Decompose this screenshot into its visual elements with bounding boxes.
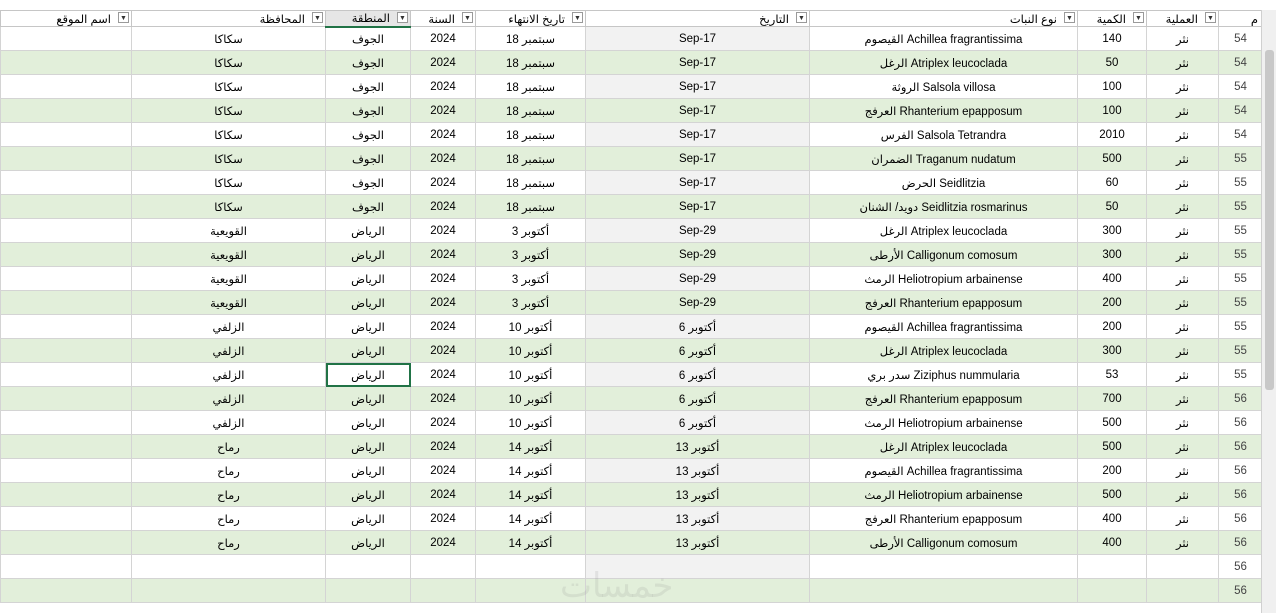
table-row <box>1 291 1263 315</box>
year-cell[interactable]: 2024 <box>411 147 476 171</box>
region-cell[interactable]: الرياض <box>326 243 411 267</box>
region-cell[interactable]: الرياض <box>326 291 411 315</box>
date-cell[interactable]: Sep-17 <box>586 195 810 219</box>
region-cell[interactable]: الرياض <box>326 363 411 387</box>
operation-cell[interactable]: نثر <box>1147 195 1219 219</box>
governorate-cell[interactable]: الزلفي <box>132 339 326 363</box>
year-cell[interactable] <box>411 579 476 603</box>
governorate-cell[interactable]: سكاكا <box>132 27 326 51</box>
site-cell[interactable] <box>1 267 132 291</box>
chevron-down-icon[interactable]: ▼ <box>118 12 129 23</box>
region-cell[interactable] <box>326 555 411 579</box>
chevron-down-icon[interactable]: ▼ <box>1133 12 1144 23</box>
row-number[interactable]: 56 <box>1219 555 1263 579</box>
end-date-cell[interactable]: 10 أكتوبر <box>476 339 586 363</box>
end-date-cell[interactable]: 10 أكتوبر <box>476 363 586 387</box>
site-cell[interactable] <box>1 315 132 339</box>
date-cell[interactable]: 6 أكتوبر <box>586 363 810 387</box>
year-cell[interactable] <box>411 555 476 579</box>
site-cell[interactable] <box>1 411 132 435</box>
operation-cell[interactable]: نثر <box>1147 243 1219 267</box>
plant-cell[interactable]: Salsola villosa الروثة <box>810 75 1078 99</box>
table-row <box>1 171 1263 195</box>
quantity-cell[interactable] <box>1078 555 1147 579</box>
chevron-down-icon[interactable]: ▼ <box>397 12 408 23</box>
table-row <box>1 267 1263 291</box>
year-cell[interactable]: 2024 <box>411 51 476 75</box>
operation-cell[interactable]: نثر <box>1147 363 1219 387</box>
date-cell[interactable]: 13 أكتوبر <box>586 435 810 459</box>
plant-cell[interactable]: Calligonum comosum الأرطى <box>810 243 1078 267</box>
year-cell[interactable]: 2024 <box>411 315 476 339</box>
region-cell[interactable]: الجوف <box>326 27 411 51</box>
site-cell[interactable] <box>1 339 132 363</box>
date-cell[interactable]: Sep-17 <box>586 75 810 99</box>
quantity-cell[interactable]: 53 <box>1078 363 1147 387</box>
operation-cell[interactable]: نثر <box>1147 459 1219 483</box>
table-row <box>1 27 1263 51</box>
end-date-cell[interactable]: 3 أكتوبر <box>476 243 586 267</box>
header-plant-type[interactable]: نوع النبات ▼ <box>810 11 1078 27</box>
year-cell[interactable]: 2024 <box>411 99 476 123</box>
header-row <box>1 11 1263 27</box>
plant-cell[interactable]: Heliotropium arbainense الرمث <box>810 483 1078 507</box>
plant-cell[interactable]: Achillea fragrantissima القيصوم <box>810 27 1078 51</box>
plant-cell[interactable]: Rhanterium epapposum العرفج <box>810 99 1078 123</box>
quantity-cell[interactable]: 200 <box>1078 291 1147 315</box>
date-cell[interactable]: 6 أكتوبر <box>586 387 810 411</box>
site-cell[interactable] <box>1 219 132 243</box>
plant-cell[interactable]: Ziziphus nummularia سدر بري <box>810 363 1078 387</box>
row-number[interactable]: 55 <box>1219 195 1263 219</box>
quantity-cell[interactable]: 300 <box>1078 243 1147 267</box>
operation-cell[interactable]: نثر <box>1147 267 1219 291</box>
row-number[interactable]: 56 <box>1219 507 1263 531</box>
end-date-cell[interactable]: 3 أكتوبر <box>476 267 586 291</box>
governorate-cell[interactable]: القويعية <box>132 267 326 291</box>
row-number[interactable]: 54 <box>1219 75 1263 99</box>
table-row <box>1 51 1263 75</box>
date-cell[interactable]: Sep-17 <box>586 27 810 51</box>
end-date-cell[interactable]: 10 أكتوبر <box>476 315 586 339</box>
end-date-cell[interactable]: 18 سبتمبر <box>476 123 586 147</box>
governorate-cell[interactable]: القويعية <box>132 243 326 267</box>
quantity-cell[interactable]: 400 <box>1078 531 1147 555</box>
row-number[interactable]: 56 <box>1219 459 1263 483</box>
year-cell[interactable]: 2024 <box>411 507 476 531</box>
operation-cell[interactable]: نثر <box>1147 507 1219 531</box>
region-cell[interactable]: الجوف <box>326 51 411 75</box>
site-cell[interactable] <box>1 579 132 603</box>
table-row <box>1 75 1263 99</box>
governorate-cell[interactable]: سكاكا <box>132 51 326 75</box>
plant-cell[interactable]: Rhanterium epapposum العرفج <box>810 387 1078 411</box>
site-cell[interactable] <box>1 459 132 483</box>
region-cell[interactable]: الرياض <box>326 435 411 459</box>
chevron-down-icon[interactable]: ▼ <box>1064 12 1075 23</box>
end-date-cell[interactable]: 14 أكتوبر <box>476 435 586 459</box>
quantity-cell[interactable] <box>1078 579 1147 603</box>
row-number[interactable]: 55 <box>1219 243 1263 267</box>
date-cell[interactable]: Sep-17 <box>586 123 810 147</box>
region-cell[interactable]: الجوف <box>326 123 411 147</box>
end-date-cell[interactable]: 18 سبتمبر <box>476 75 586 99</box>
table-row <box>1 387 1263 411</box>
table-row <box>1 459 1263 483</box>
site-cell[interactable] <box>1 75 132 99</box>
quantity-cell[interactable]: 100 <box>1078 99 1147 123</box>
quantity-cell[interactable]: 200 <box>1078 315 1147 339</box>
table-row <box>1 315 1263 339</box>
plant-cell[interactable]: Heliotropium arbainense الرمث <box>810 411 1078 435</box>
row-number[interactable]: 55 <box>1219 219 1263 243</box>
end-date-cell[interactable]: 18 سبتمبر <box>476 171 586 195</box>
date-cell[interactable]: Sep-29 <box>586 219 810 243</box>
plant-cell[interactable]: Seidlitzia rosmarinus دويد/ الشنان <box>810 195 1078 219</box>
table-row <box>1 483 1263 507</box>
quantity-cell[interactable]: 50 <box>1078 51 1147 75</box>
plant-cell[interactable]: Rhanterium epapposum العرفج <box>810 291 1078 315</box>
plant-cell[interactable] <box>810 555 1078 579</box>
row-number[interactable]: 55 <box>1219 339 1263 363</box>
governorate-cell[interactable]: سكاكا <box>132 147 326 171</box>
plant-cell[interactable]: Achillea fragrantissima القيصوم <box>810 315 1078 339</box>
year-cell[interactable]: 2024 <box>411 339 476 363</box>
governorate-cell[interactable]: الزلفي <box>132 387 326 411</box>
row-number[interactable]: 55 <box>1219 147 1263 171</box>
chevron-down-icon[interactable]: ▼ <box>1205 12 1216 23</box>
header-region[interactable]: المنطقة ▼ <box>326 11 411 27</box>
quantity-cell[interactable]: 400 <box>1078 507 1147 531</box>
chevron-down-icon[interactable]: ▼ <box>462 12 473 23</box>
table-row <box>1 531 1263 555</box>
plant-cell[interactable] <box>810 579 1078 603</box>
date-cell[interactable]: 6 أكتوبر <box>586 411 810 435</box>
quantity-cell[interactable]: 500 <box>1078 435 1147 459</box>
table-row <box>1 123 1263 147</box>
operation-cell[interactable]: نثر <box>1147 531 1219 555</box>
operation-cell[interactable] <box>1147 555 1219 579</box>
row-number[interactable]: 56 <box>1219 411 1263 435</box>
date-cell[interactable]: 13 أكتوبر <box>586 507 810 531</box>
watermark-logo: خمسات <box>560 566 674 606</box>
region-cell[interactable]: الرياض <box>326 531 411 555</box>
header-quantity[interactable]: الكمية ▼ <box>1078 11 1147 27</box>
year-cell[interactable]: 2024 <box>411 363 476 387</box>
date-cell[interactable]: Sep-17 <box>586 171 810 195</box>
governorate-cell[interactable]: رماح <box>132 531 326 555</box>
header-number[interactable]: م <box>1219 11 1263 27</box>
table-row <box>1 243 1263 267</box>
quantity-cell[interactable]: 500 <box>1078 483 1147 507</box>
site-cell[interactable] <box>1 99 132 123</box>
quantity-cell[interactable]: 100 <box>1078 75 1147 99</box>
governorate-cell[interactable]: رماح <box>132 459 326 483</box>
row-number[interactable]: 56 <box>1219 579 1263 603</box>
year-cell[interactable]: 2024 <box>411 75 476 99</box>
plant-cell[interactable]: Achillea fragrantissima القيصوم <box>810 459 1078 483</box>
year-cell[interactable]: 2024 <box>411 435 476 459</box>
region-cell[interactable]: الجوف <box>326 147 411 171</box>
governorate-cell[interactable]: سكاكا <box>132 195 326 219</box>
date-cell[interactable]: 13 أكتوبر <box>586 531 810 555</box>
site-cell[interactable] <box>1 291 132 315</box>
quantity-cell[interactable]: 60 <box>1078 171 1147 195</box>
date-cell[interactable]: 13 أكتوبر <box>586 483 810 507</box>
site-cell[interactable] <box>1 483 132 507</box>
region-cell[interactable]: الجوف <box>326 195 411 219</box>
year-cell[interactable]: 2024 <box>411 27 476 51</box>
governorate-cell[interactable]: الزلفي <box>132 363 326 387</box>
operation-cell[interactable]: نثر <box>1147 387 1219 411</box>
quantity-cell[interactable]: 300 <box>1078 219 1147 243</box>
chevron-down-icon[interactable]: ▼ <box>796 12 807 23</box>
end-date-cell[interactable]: 14 أكتوبر <box>476 483 586 507</box>
row-number[interactable]: 54 <box>1219 123 1263 147</box>
quantity-cell[interactable]: 140 <box>1078 27 1147 51</box>
plant-cell[interactable]: Calligonum comosum الأرطى <box>810 531 1078 555</box>
table-row <box>1 195 1263 219</box>
row-number[interactable]: 56 <box>1219 483 1263 507</box>
date-cell[interactable]: Sep-29 <box>586 243 810 267</box>
row-number[interactable]: 54 <box>1219 99 1263 123</box>
end-date-cell[interactable]: 3 أكتوبر <box>476 219 586 243</box>
table-row <box>1 99 1263 123</box>
plant-cell[interactable]: Salsola Tetrandra الفرس <box>810 123 1078 147</box>
operation-cell[interactable]: نثر <box>1147 219 1219 243</box>
row-number[interactable]: 56 <box>1219 435 1263 459</box>
operation-cell[interactable]: نثر <box>1147 435 1219 459</box>
end-date-cell[interactable]: 10 أكتوبر <box>476 411 586 435</box>
year-cell[interactable]: 2024 <box>411 483 476 507</box>
row-number[interactable]: 54 <box>1219 51 1263 75</box>
date-cell[interactable]: Sep-29 <box>586 291 810 315</box>
operation-cell[interactable]: نثر <box>1147 75 1219 99</box>
end-date-cell[interactable]: 18 سبتمبر <box>476 51 586 75</box>
end-date-cell[interactable]: 18 سبتمبر <box>476 99 586 123</box>
region-cell[interactable]: الرياض <box>326 267 411 291</box>
table-row <box>1 507 1263 531</box>
plant-cell[interactable]: Seidlitzia الحرض <box>810 171 1078 195</box>
quantity-cell[interactable]: 500 <box>1078 411 1147 435</box>
year-cell[interactable]: 2024 <box>411 291 476 315</box>
operation-cell[interactable]: نثر <box>1147 315 1219 339</box>
plant-cell[interactable]: Atriplex leucoclada الرغل <box>810 435 1078 459</box>
site-cell[interactable] <box>1 435 132 459</box>
region-cell[interactable]: الرياض <box>326 411 411 435</box>
table-row <box>1 363 1263 387</box>
governorate-cell[interactable]: القويعية <box>132 291 326 315</box>
site-cell[interactable] <box>1 363 132 387</box>
quantity-cell[interactable]: 300 <box>1078 339 1147 363</box>
plant-cell[interactable]: Atriplex leucoclada الرغل <box>810 219 1078 243</box>
region-cell[interactable]: الرياض <box>326 483 411 507</box>
row-number[interactable]: 55 <box>1219 267 1263 291</box>
governorate-cell[interactable]: رماح <box>132 435 326 459</box>
plant-cell[interactable]: Traganum nudatum الضمران <box>810 147 1078 171</box>
region-cell[interactable]: الجوف <box>326 75 411 99</box>
plant-cell[interactable]: Atriplex leucoclada الرغل <box>810 339 1078 363</box>
end-date-cell[interactable]: 18 سبتمبر <box>476 27 586 51</box>
site-cell[interactable] <box>1 171 132 195</box>
row-number[interactable]: 56 <box>1219 531 1263 555</box>
region-cell[interactable]: الرياض <box>326 507 411 531</box>
year-cell[interactable]: 2024 <box>411 171 476 195</box>
row-number[interactable]: 56 <box>1219 387 1263 411</box>
operation-cell[interactable]: نثر <box>1147 99 1219 123</box>
year-cell[interactable]: 2024 <box>411 411 476 435</box>
table-row <box>1 411 1263 435</box>
header-governorate[interactable]: المحافظة ▼ <box>132 11 326 27</box>
row-number[interactable]: 55 <box>1219 315 1263 339</box>
year-cell[interactable]: 2024 <box>411 195 476 219</box>
operation-cell[interactable]: نثر <box>1147 27 1219 51</box>
quantity-cell[interactable]: 500 <box>1078 147 1147 171</box>
plant-cell[interactable]: Rhanterium epapposum العرفج <box>810 507 1078 531</box>
site-cell[interactable] <box>1 387 132 411</box>
end-date-cell[interactable]: 18 سبتمبر <box>476 147 586 171</box>
quantity-cell[interactable]: 50 <box>1078 195 1147 219</box>
table-row <box>1 435 1263 459</box>
governorate-cell[interactable]: سكاكا <box>132 123 326 147</box>
header-end-date[interactable]: تاريخ الانتهاء ▼ <box>476 11 586 27</box>
year-cell[interactable]: 2024 <box>411 267 476 291</box>
operation-cell[interactable]: نثر <box>1147 51 1219 75</box>
plant-cell[interactable]: Atriplex leucoclada الرغل <box>810 51 1078 75</box>
date-cell[interactable]: Sep-17 <box>586 51 810 75</box>
quantity-cell[interactable]: 200 <box>1078 459 1147 483</box>
operation-cell[interactable]: نثر <box>1147 123 1219 147</box>
date-cell[interactable]: Sep-17 <box>586 147 810 171</box>
date-cell[interactable]: Sep-29 <box>586 267 810 291</box>
site-cell[interactable] <box>1 195 132 219</box>
site-cell[interactable] <box>1 147 132 171</box>
governorate-cell[interactable]: رماح <box>132 507 326 531</box>
row-number[interactable]: 54 <box>1219 27 1263 51</box>
operation-cell[interactable]: نثر <box>1147 339 1219 363</box>
plant-cell[interactable]: Heliotropium arbainense الرمث <box>810 267 1078 291</box>
site-cell[interactable] <box>1 27 132 51</box>
date-cell[interactable]: 6 أكتوبر <box>586 315 810 339</box>
quantity-cell[interactable]: 700 <box>1078 387 1147 411</box>
date-cell[interactable]: Sep-17 <box>586 99 810 123</box>
governorate-cell[interactable]: سكاكا <box>132 75 326 99</box>
header-date[interactable]: التاريخ ▼ <box>586 11 810 27</box>
year-cell[interactable]: 2024 <box>411 243 476 267</box>
site-cell[interactable] <box>1 243 132 267</box>
region-cell[interactable]: الرياض <box>326 339 411 363</box>
operation-cell[interactable] <box>1147 579 1219 603</box>
header-year[interactable]: السنة ▼ <box>411 11 476 27</box>
row-number[interactable]: 55 <box>1219 171 1263 195</box>
quantity-cell[interactable]: 400 <box>1078 267 1147 291</box>
end-date-cell[interactable]: 18 سبتمبر <box>476 195 586 219</box>
year-cell[interactable]: 2024 <box>411 387 476 411</box>
site-cell[interactable] <box>1 555 132 579</box>
governorate-cell[interactable]: سكاكا <box>132 99 326 123</box>
row-number[interactable]: 55 <box>1219 363 1263 387</box>
header-site[interactable]: اسم الموقع ▼ <box>1 11 132 27</box>
governorate-cell[interactable]: الزلفي <box>132 411 326 435</box>
region-cell[interactable]: الجوف <box>326 171 411 195</box>
region-cell[interactable] <box>326 579 411 603</box>
end-date-cell[interactable]: 10 أكتوبر <box>476 387 586 411</box>
operation-cell[interactable]: نثر <box>1147 411 1219 435</box>
date-cell[interactable]: 13 أكتوبر <box>586 459 810 483</box>
header-operation[interactable]: العملية ▼ <box>1147 11 1219 27</box>
table-row <box>1 147 1263 171</box>
site-cell[interactable] <box>1 507 132 531</box>
governorate-cell[interactable] <box>132 555 326 579</box>
governorate-cell[interactable]: القويعية <box>132 219 326 243</box>
region-cell[interactable]: الرياض <box>326 315 411 339</box>
region-cell[interactable]: الرياض <box>326 387 411 411</box>
scrollbar-thumb[interactable] <box>1265 50 1274 390</box>
end-date-cell[interactable]: 3 أكتوبر <box>476 291 586 315</box>
year-cell[interactable]: 2024 <box>411 459 476 483</box>
operation-cell[interactable]: نثر <box>1147 483 1219 507</box>
year-cell[interactable]: 2024 <box>411 531 476 555</box>
governorate-cell[interactable]: سكاكا <box>132 171 326 195</box>
region-cell[interactable]: الرياض <box>326 459 411 483</box>
site-cell[interactable] <box>1 531 132 555</box>
governorate-cell[interactable] <box>132 579 326 603</box>
region-cell[interactable]: الرياض <box>326 219 411 243</box>
site-cell[interactable] <box>1 51 132 75</box>
chevron-down-icon[interactable]: ▼ <box>572 12 583 23</box>
row-number[interactable]: 55 <box>1219 291 1263 315</box>
chevron-down-icon[interactable]: ▼ <box>312 12 323 23</box>
region-cell[interactable]: الجوف <box>326 99 411 123</box>
quantity-cell[interactable]: 2010 <box>1078 123 1147 147</box>
date-cell[interactable]: 6 أكتوبر <box>586 339 810 363</box>
operation-cell[interactable]: نثر <box>1147 291 1219 315</box>
data-table[interactable] <box>0 10 1263 603</box>
year-cell[interactable]: 2024 <box>411 123 476 147</box>
end-date-cell[interactable]: 14 أكتوبر <box>476 507 586 531</box>
end-date-cell[interactable]: 14 أكتوبر <box>476 531 586 555</box>
table-row <box>1 339 1263 363</box>
governorate-cell[interactable]: الزلفي <box>132 315 326 339</box>
operation-cell[interactable]: نثر <box>1147 147 1219 171</box>
year-cell[interactable]: 2024 <box>411 219 476 243</box>
operation-cell[interactable]: نثر <box>1147 171 1219 195</box>
site-cell[interactable] <box>1 123 132 147</box>
governorate-cell[interactable]: رماح <box>132 483 326 507</box>
table-row <box>1 219 1263 243</box>
vertical-scrollbar[interactable] <box>1261 10 1276 613</box>
end-date-cell[interactable]: 14 أكتوبر <box>476 459 586 483</box>
